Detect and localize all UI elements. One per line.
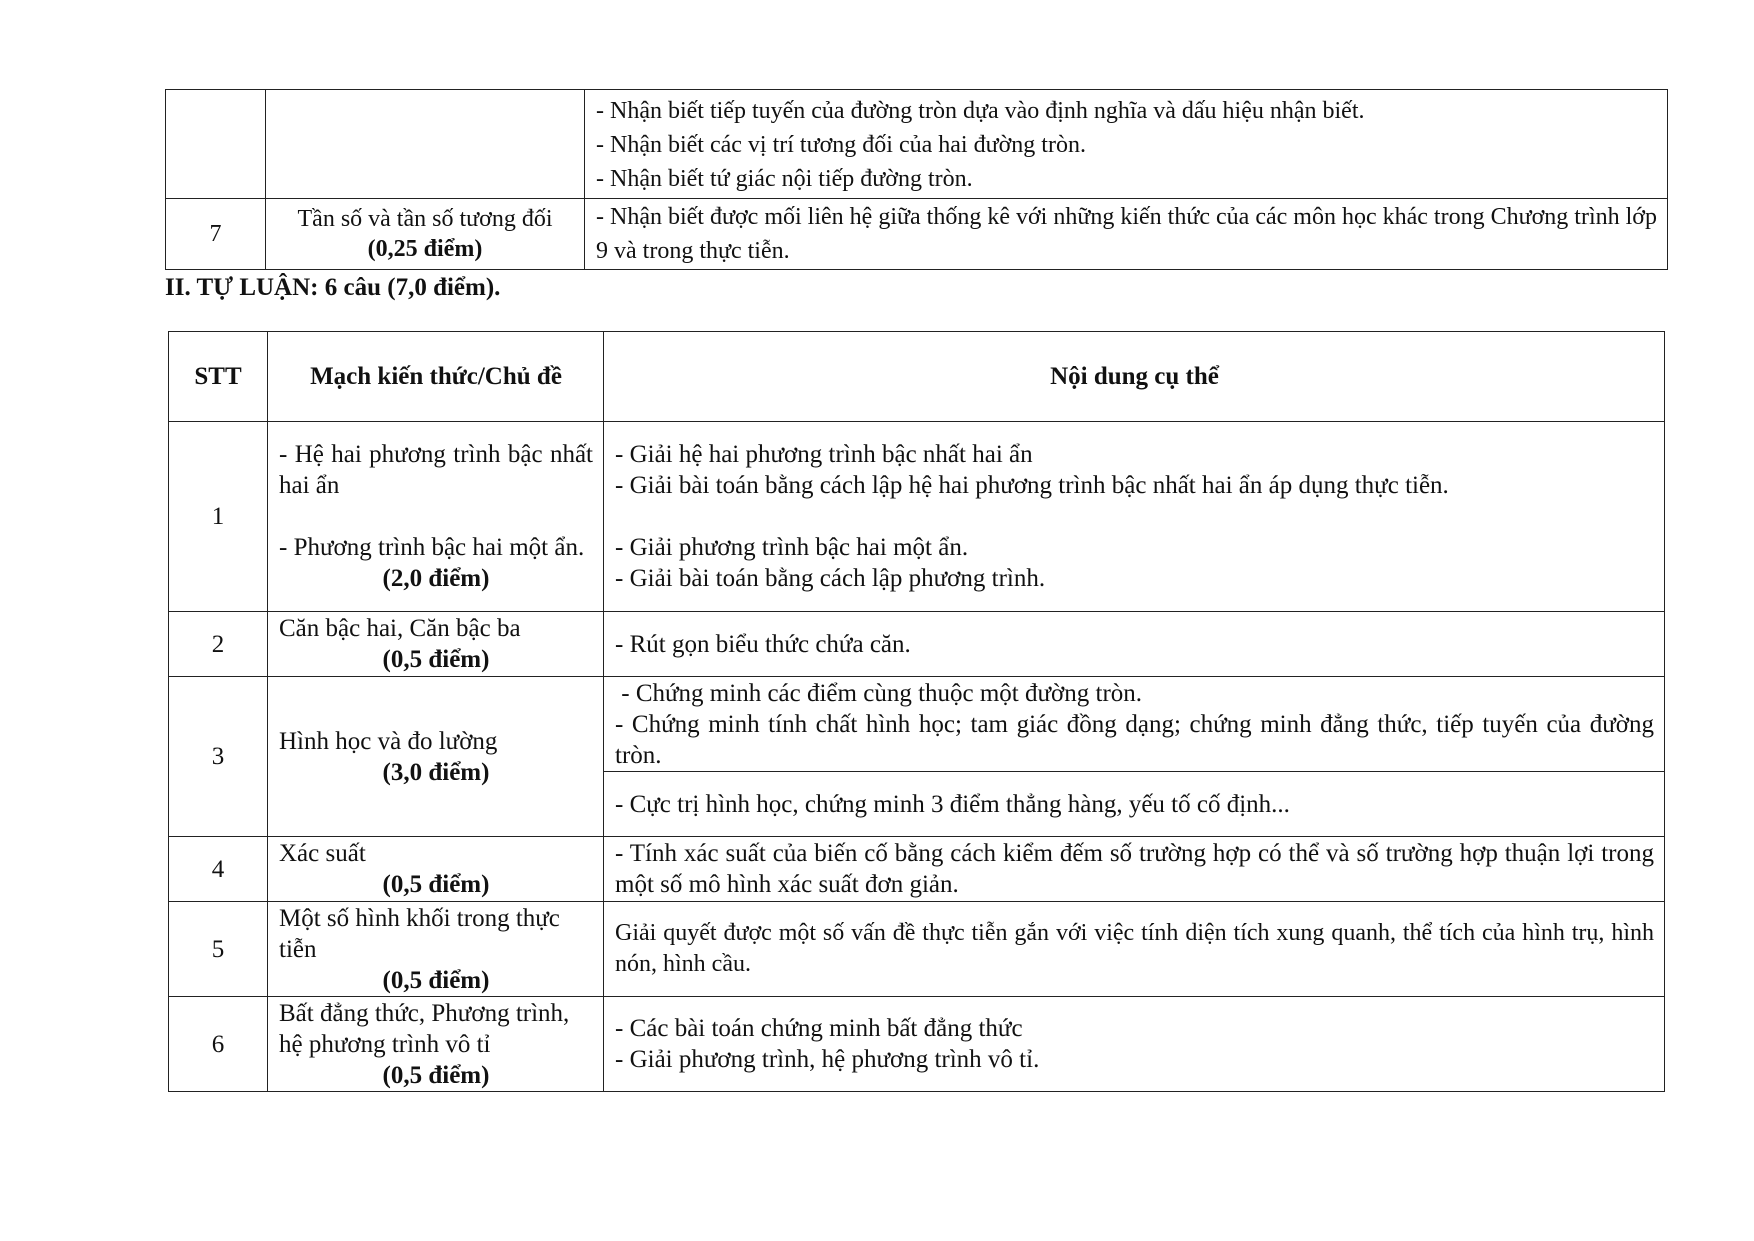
header-topic: Mạch kiến thức/Chủ đề xyxy=(268,332,604,422)
content-line: - Nhận biết tiếp tuyến của đường tròn dựa vào định nghĩa và dấu hiệu nhận biết. xyxy=(596,98,1365,124)
topic-cell xyxy=(268,422,604,612)
table-header-row xyxy=(169,332,1665,422)
content-line: - Các bài toán chứng minh bất đẳng thức xyxy=(615,1015,1023,1042)
content-cell xyxy=(585,90,1668,199)
topic-cell xyxy=(268,997,604,1092)
topic-label: Tần số và tần số tương đối xyxy=(297,206,553,232)
topic-label: Xác suất xyxy=(279,840,366,867)
table-row xyxy=(166,199,1668,270)
content-line: - Nhận biết các vị trí tương đối của hai đường tròn. xyxy=(596,132,1086,158)
content-line: - Chứng minh các điểm cùng thuộc một đường tròn. xyxy=(615,679,1143,707)
stt-cell: 5 xyxy=(169,902,268,997)
table-row xyxy=(166,90,1668,199)
topic-label: Một số hình khối trong thực tiễn xyxy=(279,904,560,963)
topic-label: - Phương trình bậc hai một ẩn. xyxy=(279,534,585,561)
content-line: - Giải bài toán bằng cách lập phương trình. xyxy=(615,565,1046,592)
topic-label: Hình học và đo lường xyxy=(279,727,498,755)
content-line: - Giải phương trình bậc hai một ẩn. xyxy=(615,534,969,561)
content-cell xyxy=(604,677,1665,772)
header-content: Nội dung cụ thể xyxy=(604,332,1665,422)
table-row xyxy=(169,902,1665,997)
topic-cell xyxy=(268,677,604,837)
topic-cell xyxy=(268,612,604,677)
spacer xyxy=(279,501,593,532)
content-cell xyxy=(604,997,1665,1092)
topic-cell xyxy=(266,90,585,199)
topic-points: (0,5 điểm) xyxy=(382,646,490,673)
topic-points: (0,5 điểm) xyxy=(382,1061,490,1089)
topic-label: Bất đẳng thức, Phương trình, hệ phương trình vô tỉ xyxy=(279,999,570,1058)
content-cell: - Tính xác suất của biến cố bằng cách kiểm đếm số trường hợp có thể và số trường hợp thuận lợi trong một số mô hình xác suất đơn giản. xyxy=(604,837,1665,902)
content-line: - Chứng minh tính chất hình học; tam giác đồng dạng; chứng minh đẳng thức, tiếp tuyến của đường tròn. xyxy=(615,710,1654,769)
stt-cell xyxy=(166,90,266,199)
content-cell: - Cực trị hình học, chứng minh 3 điểm thẳng hàng, yếu tố cố định... xyxy=(604,772,1665,837)
content-cell: - Rút gọn biểu thức chứa căn. xyxy=(604,612,1665,677)
table-row xyxy=(169,422,1665,612)
topic-cell xyxy=(268,902,604,997)
topic-label: Căn bậc hai, Căn bậc ba xyxy=(279,615,521,642)
topic-points: (0,5 điểm) xyxy=(382,966,490,994)
stt-cell: 4 xyxy=(169,837,268,902)
knowledge-table-continued xyxy=(165,89,1668,270)
content-cell: Giải quyết được một số vấn đề thực tiễn gắn với việc tính diện tích xung quanh, thể tích của hình trụ, hình nón, hình cầu. xyxy=(604,902,1665,997)
stt-cell: 7 xyxy=(166,199,266,270)
topic-cell xyxy=(268,837,604,902)
section-heading: II. TỰ LUẬN: 6 câu (7,0 điểm). xyxy=(165,274,501,301)
stt-cell: 3 xyxy=(169,677,268,837)
stt-cell: 6 xyxy=(169,997,268,1092)
stt-cell: 2 xyxy=(169,612,268,677)
table-row xyxy=(169,997,1665,1092)
header-stt: STT xyxy=(169,332,268,422)
content-line: - Nhận biết tứ giác nội tiếp đường tròn. xyxy=(596,166,973,192)
essay-matrix-table xyxy=(168,331,1665,1092)
stt-cell: 1 xyxy=(169,422,268,612)
content-line: - Giải phương trình, hệ phương trình vô tỉ. xyxy=(615,1046,1040,1073)
content-cell: - Nhận biết được mối liên hệ giữa thống kê với những kiến thức của các môn học khác trong Chương trình lớp 9 và trong thực tiễn. xyxy=(585,199,1668,270)
topic-points: (2,0 điểm) xyxy=(382,565,490,592)
topic-points: (0,25 điểm) xyxy=(367,236,483,262)
topic-label: - Hệ hai phương trình bậc nhất hai ẩn xyxy=(279,441,593,499)
topic-cell xyxy=(266,199,585,270)
topic-points: (0,5 điểm) xyxy=(382,871,490,898)
table-row xyxy=(169,837,1665,902)
table-row xyxy=(169,612,1665,677)
topic-points: (3,0 điểm) xyxy=(382,758,490,786)
table-row xyxy=(169,677,1665,772)
content-line: - Giải bài toán bằng cách lập hệ hai phương trình bậc nhất hai ẩn áp dụng thực tiễn. xyxy=(615,472,1449,499)
content-cell xyxy=(604,422,1665,612)
spacer xyxy=(615,501,1654,532)
content-line: - Giải hệ hai phương trình bậc nhất hai ẩn xyxy=(615,441,1033,468)
